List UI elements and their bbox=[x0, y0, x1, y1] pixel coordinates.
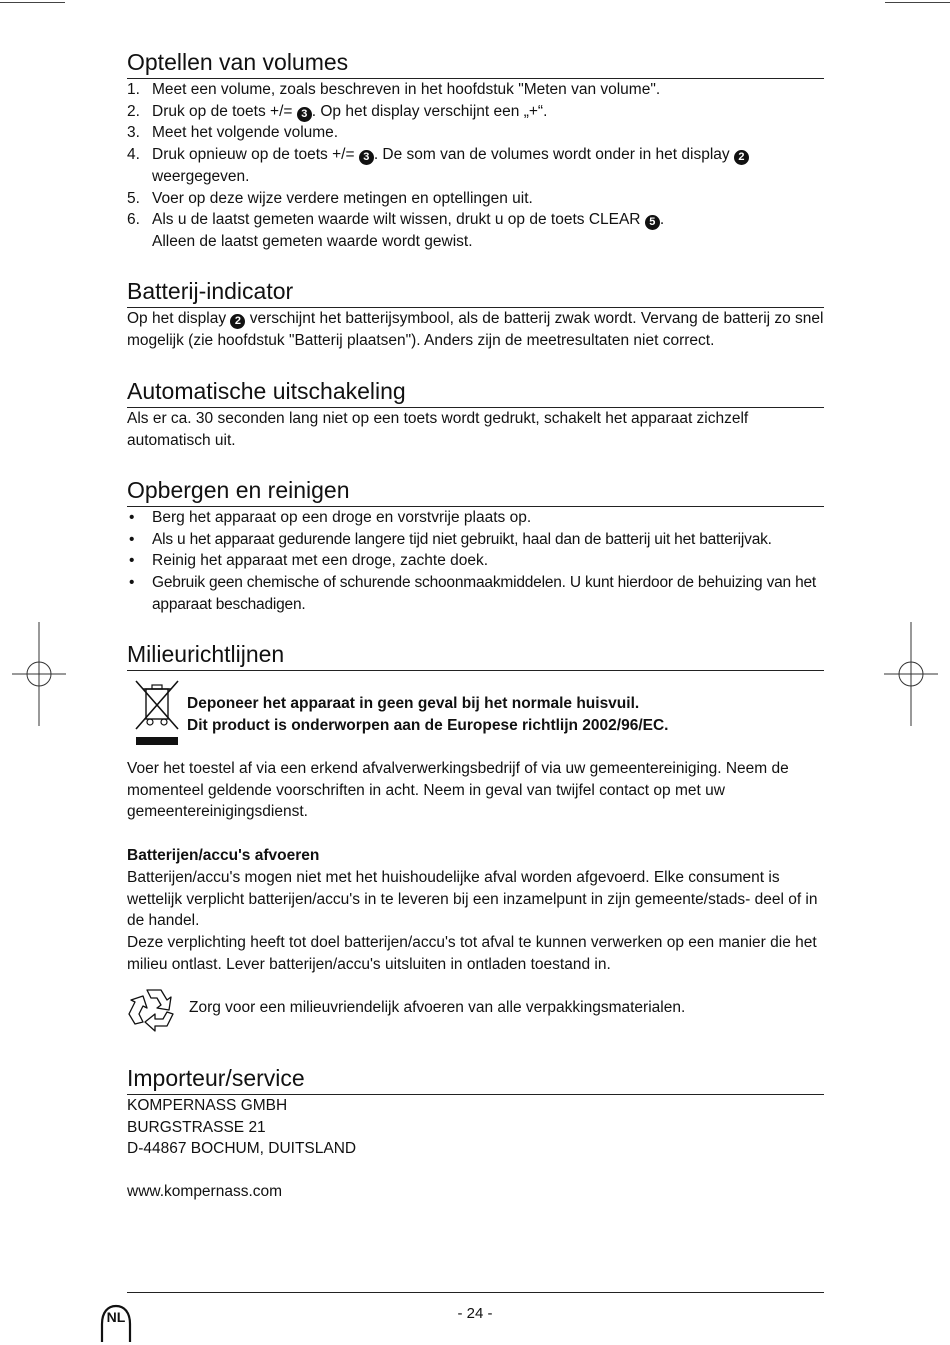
ref-number-icon: 5 bbox=[645, 215, 660, 230]
battery-text-2: Deze verplichting heeft tot doel batterijen/accu's tot afval te kunnen verwerken op een manier die het milieu ontlast. Lever batterijen/accu's uitsluiten in ontladen toestand in. bbox=[127, 933, 817, 973]
footer-divider bbox=[127, 1292, 824, 1293]
battery-heading: Batterijen/accu's afvoeren bbox=[127, 847, 320, 865]
batterij-text: Op het display 2 verschijnt het batterijsymbool, als de batterij zwak wordt. Vervang de batterij zo snel mogelijk (zie hoofdstuk "Batterij plaatsen"). Anders zijn de meetresultaten niet correct. bbox=[127, 310, 824, 349]
section-importeur bbox=[127, 1063, 824, 1203]
list-item: 1. Meet een volume, zoals beschreven in het hoofdstuk "Meten van volume". bbox=[127, 81, 661, 98]
language-code: NL bbox=[106, 1309, 126, 1325]
section-title-opbergen: Opbergen en reinigen bbox=[127, 475, 824, 507]
section-batterij bbox=[127, 276, 824, 351]
list-item: 2. Druk op de toets +/= 3 . Op het display verschijnt een „+“. bbox=[127, 102, 548, 120]
page-number: - 24 - bbox=[457, 1305, 493, 1322]
section-milieu bbox=[127, 639, 824, 1037]
ref-number-icon: 2 bbox=[230, 314, 245, 329]
section-optellen bbox=[127, 47, 824, 253]
list-item: 6. Als u de laatst gemeten waarde wilt wissen, drukt u op de toets CLEAR 5 . Alleen de laatst gemeten waarde wordt gewist. bbox=[127, 211, 665, 250]
list-item: • Als u het apparaat gedurende langere tijd niet gebruikt, haal dan de batterij uit het batterijvak. bbox=[129, 530, 772, 548]
crossed-bin-icon bbox=[132, 677, 182, 747]
section-title-milieu: Milieurichtlijnen bbox=[127, 639, 824, 671]
section-opbergen bbox=[127, 475, 824, 616]
website-link[interactable]: www.kompernass.com bbox=[127, 1183, 283, 1201]
ref-number-icon: 2 bbox=[734, 150, 749, 165]
recycle-icon bbox=[127, 984, 181, 1034]
auto-text: Als er ca. 30 seconden lang niet op een toets wordt gedrukt, schakelt het apparaat zichzelf automatisch uit. bbox=[127, 410, 749, 449]
section-title-auto: Automatische uitschakeling bbox=[127, 376, 824, 408]
recycle-notice bbox=[127, 981, 824, 1037]
crop-mark-top-left bbox=[0, 2, 65, 3]
list-item: 3. Meet het volgende volume. bbox=[127, 124, 339, 142]
section-auto bbox=[127, 376, 824, 451]
crop-mark-top-right bbox=[885, 2, 950, 3]
milieu-text: Voer het toestel af via een erkend afvalverwerkingsbedrijf of via uw gemeentereiniging. Neem de momenteel geldende voorschriften in acht. Neem in geval van twijfel contact op met uw gemeentereinigingsdienst. bbox=[127, 760, 789, 821]
bullet-list bbox=[127, 507, 824, 616]
list-item: • Gebruik geen chemische of schurende schoonmaakmiddelen. U kunt hierdoor de behuizing van het apparaat beschadigen. bbox=[129, 574, 817, 613]
weee-notice bbox=[127, 675, 824, 750]
ref-number-icon: 3 bbox=[359, 150, 374, 165]
ref-number-icon: 3 bbox=[297, 107, 312, 122]
list-item: 4. Druk opnieuw op de toets +/= 3 . De som van de volumes wordt onder in het display 2 weergegeven. bbox=[127, 144, 824, 187]
section-title-optellen: Optellen van volumes bbox=[127, 47, 824, 79]
importer-address: KOMPERNASS GMBH BURGSTRASSE 21 D-44867 BOCHUM, DUITSLAND bbox=[127, 1097, 357, 1158]
registration-mark-right bbox=[884, 622, 938, 726]
section-title-importeur: Importeur/service bbox=[127, 1063, 824, 1095]
list-item: • Berg het apparaat op een droge en vorstvrije plaats op. bbox=[129, 509, 532, 526]
weee-text: Deponeer het apparaat in geen geval bij het normale huisvuil. Dit product is onderworpen aan de Europese richtlijn 2002/96/EC. bbox=[187, 695, 669, 734]
list-item: • Reinig het apparaat met een droge, zachte doek. bbox=[129, 552, 489, 570]
battery-text-1: Batterijen/accu's mogen niet met het huishoudelijke afval worden afgevoerd. Elke consument is wettelijk verplicht batterijen/accu's in te leveren bij een inzamelpunt in zijn gemeente/stads- deel of in de handel. bbox=[127, 868, 818, 930]
recycle-text: Zorg voor een milieuvriendelijk afvoeren van alle verpakkingsmaterialen. bbox=[189, 999, 686, 1017]
steps-list bbox=[127, 79, 824, 253]
list-item: 5. Voer op deze wijze verdere metingen en optellingen uit. bbox=[127, 189, 533, 207]
registration-mark-left bbox=[12, 622, 66, 726]
section-title-batterij: Batterij-indicator bbox=[127, 276, 824, 308]
